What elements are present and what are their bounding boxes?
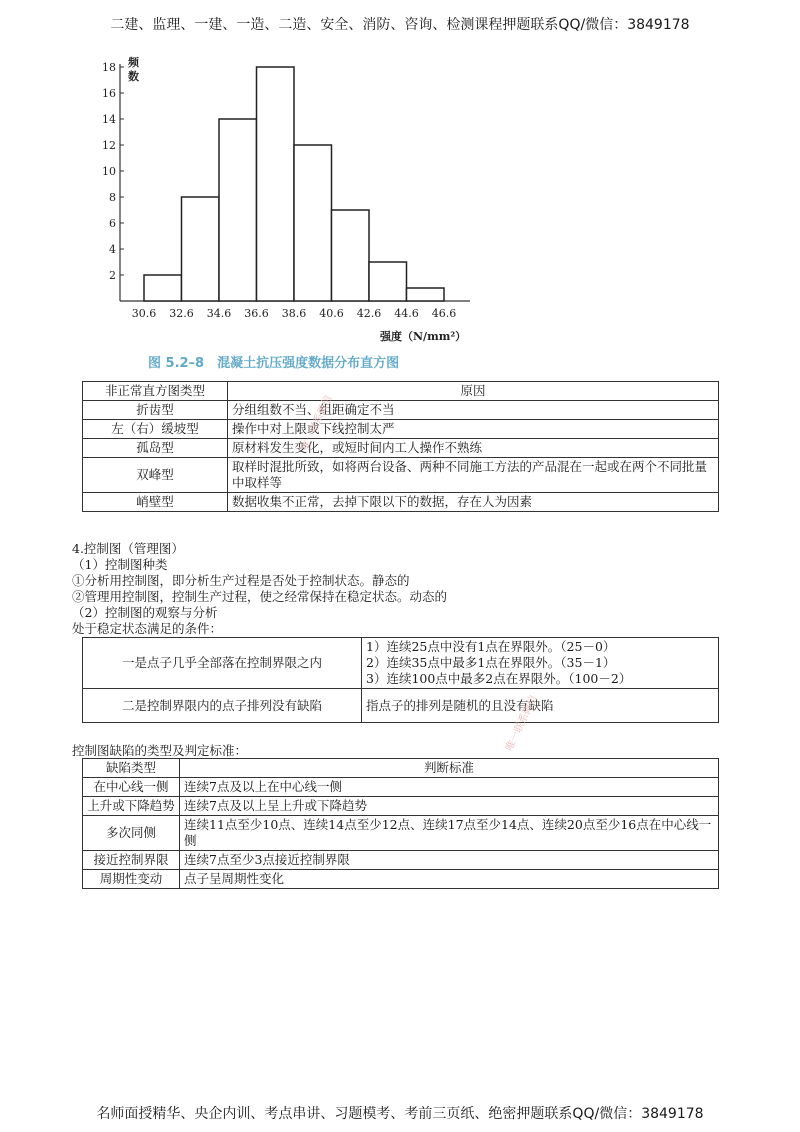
y-tick-label: 14	[102, 113, 116, 126]
y-tick-label: 18	[102, 61, 116, 74]
table-cell: 上升或下降趋势	[83, 797, 180, 816]
histogram-bar	[257, 67, 295, 301]
x-axis-label: 强度（N/mm²）	[380, 330, 467, 343]
table-cell: 取样时混批所致，如将两台设备、两种不同施工方法的产品混在一起或在两个不同批量中取样等	[228, 458, 719, 493]
histogram-bar	[407, 288, 445, 301]
histogram-types-table	[82, 381, 719, 512]
paragraph: 控制图缺陷的类型及判定标准：	[72, 743, 248, 758]
table-row	[83, 638, 719, 689]
y-tick-label: 4	[109, 243, 116, 256]
histogram-bar	[219, 119, 257, 301]
table-row	[83, 851, 719, 870]
table-header-cell: 缺陷类型	[83, 759, 180, 778]
x-tick-label: 34.6	[206, 307, 232, 320]
table-cell: 连续7点及以上呈上升或下降趋势	[180, 797, 719, 816]
condition-line: 3）连续100点中最多2点在界限外。（100－2）	[366, 671, 632, 686]
histogram-chart	[102, 44, 480, 344]
table-cell: 数据收集不正常，去掉下限以下的数据，存在人为因素	[228, 493, 719, 512]
table-cell: 多次同侧	[83, 816, 180, 851]
table-cell: 接近控制界限	[83, 851, 180, 870]
table-cell: 周期性变动	[83, 870, 180, 889]
table-cell: 连续11点至少10点、连续14点至少12点、连续17点至少14点、连续20点至少16点在中心线一侧	[180, 816, 719, 851]
table-cell: 指点子的排列是随机的且没有缺陷	[362, 689, 719, 723]
table-cell: 一是点子几乎全部落在控制界限之内	[83, 638, 362, 689]
histogram-bar	[294, 145, 332, 301]
table-cell: 二是控制界限内的点子排列没有缺陷	[83, 689, 362, 723]
subsection-title: （1）控制图种类	[72, 557, 168, 572]
page-footer: 名师面授精华、央企内训、考点串讲、习题模考、考前三页纸、绝密押题联系QQ/微信：3849178	[96, 1106, 704, 1122]
chart-caption: 图 5.2–8 混凝土抗压强度数据分布直方图	[148, 356, 400, 371]
list-item: ①分析用控制图，即分析生产过程是否处于控制状态。静态的	[72, 573, 410, 588]
table-header-cell: 非正常直方图类型	[83, 382, 228, 401]
table-row	[83, 420, 719, 439]
table-cell: 在中心线一侧	[83, 778, 180, 797]
control-chart-section	[72, 541, 447, 637]
y-tick-label: 2	[109, 269, 116, 282]
histogram-bar	[182, 197, 220, 301]
table-cell: 双峰型	[83, 458, 228, 493]
defect-criteria-table	[82, 758, 719, 889]
table-header-cell: 判断标准	[180, 759, 719, 778]
x-tick-label: 38.6	[281, 307, 307, 320]
y-tick-label: 10	[102, 165, 116, 178]
x-tick-label: 42.6	[356, 307, 382, 320]
section-title: 4.控制图（管理图）	[72, 541, 184, 556]
y-tick-label: 6	[109, 217, 116, 230]
watermark: 唯一联系微信	[299, 393, 335, 453]
list-item: ②管理用控制图，控制生产过程，使之经常保持在稳定状态。动态的	[72, 589, 448, 604]
x-tick-label: 30.6	[131, 307, 157, 320]
table-row	[83, 439, 719, 458]
table-cell: 孤岛型	[83, 439, 228, 458]
subsection-title: （2）控制图的观察与分析	[72, 605, 218, 620]
table-cell: 点子呈周期性变化	[180, 870, 719, 889]
condition-line: 2）连续35点中最多1点在界限外。（35－1）	[366, 655, 616, 670]
table-row	[83, 401, 719, 420]
y-tick-label: 16	[102, 87, 116, 100]
table-cell: 原材料发生变化，或短时间内工人操作不熟练	[228, 439, 719, 458]
table-row	[83, 689, 719, 723]
table-cell: 操作中对上限或下线控制太严	[228, 420, 719, 439]
y-tick-label: 8	[109, 191, 116, 204]
x-tick-label: 40.6	[319, 307, 344, 320]
table-row	[83, 797, 719, 816]
table-row	[83, 870, 719, 889]
x-tick-label: 44.6	[394, 307, 419, 320]
y-axis-label: 频数	[128, 56, 139, 83]
table-cell: 峭壁型	[83, 493, 228, 512]
table-row	[83, 458, 719, 493]
table-header-cell: 原因	[228, 382, 719, 401]
histogram-bar	[332, 210, 370, 301]
stability-conditions-table	[82, 637, 719, 723]
paragraph: 处于稳定状态满足的条件：	[72, 621, 223, 636]
table-cell: 连续7点至少3点接近控制界限	[180, 851, 719, 870]
table-cell: 折齿型	[83, 401, 228, 420]
x-tick-label: 46.6	[431, 307, 457, 320]
table-header-row	[83, 759, 719, 778]
table-cell: 分组组数不当、组距确定不当	[228, 401, 719, 420]
histogram-bar	[144, 275, 182, 301]
table-row	[83, 778, 719, 797]
y-tick-label: 12	[102, 139, 116, 152]
table-cell: 连续7点及以上在中心线一侧	[180, 778, 719, 797]
table-header-row	[83, 382, 719, 401]
condition-line: 1）连续25点中没有1点在界限外。（25－0）	[366, 639, 616, 654]
watermark: 唯一联系微信	[504, 693, 540, 753]
x-tick-label: 36.6	[244, 307, 269, 320]
histogram-bar	[369, 262, 407, 301]
table-cell: 左（右）缓坡型	[83, 420, 228, 439]
table-row	[83, 493, 719, 512]
table-cell	[362, 638, 719, 689]
table-row	[83, 816, 719, 851]
page-header: 二建、监理、一建、一造、二造、安全、消防、咨询、检测课程押题联系QQ/微信：3849178	[110, 17, 690, 33]
x-tick-label: 32.6	[169, 307, 194, 320]
